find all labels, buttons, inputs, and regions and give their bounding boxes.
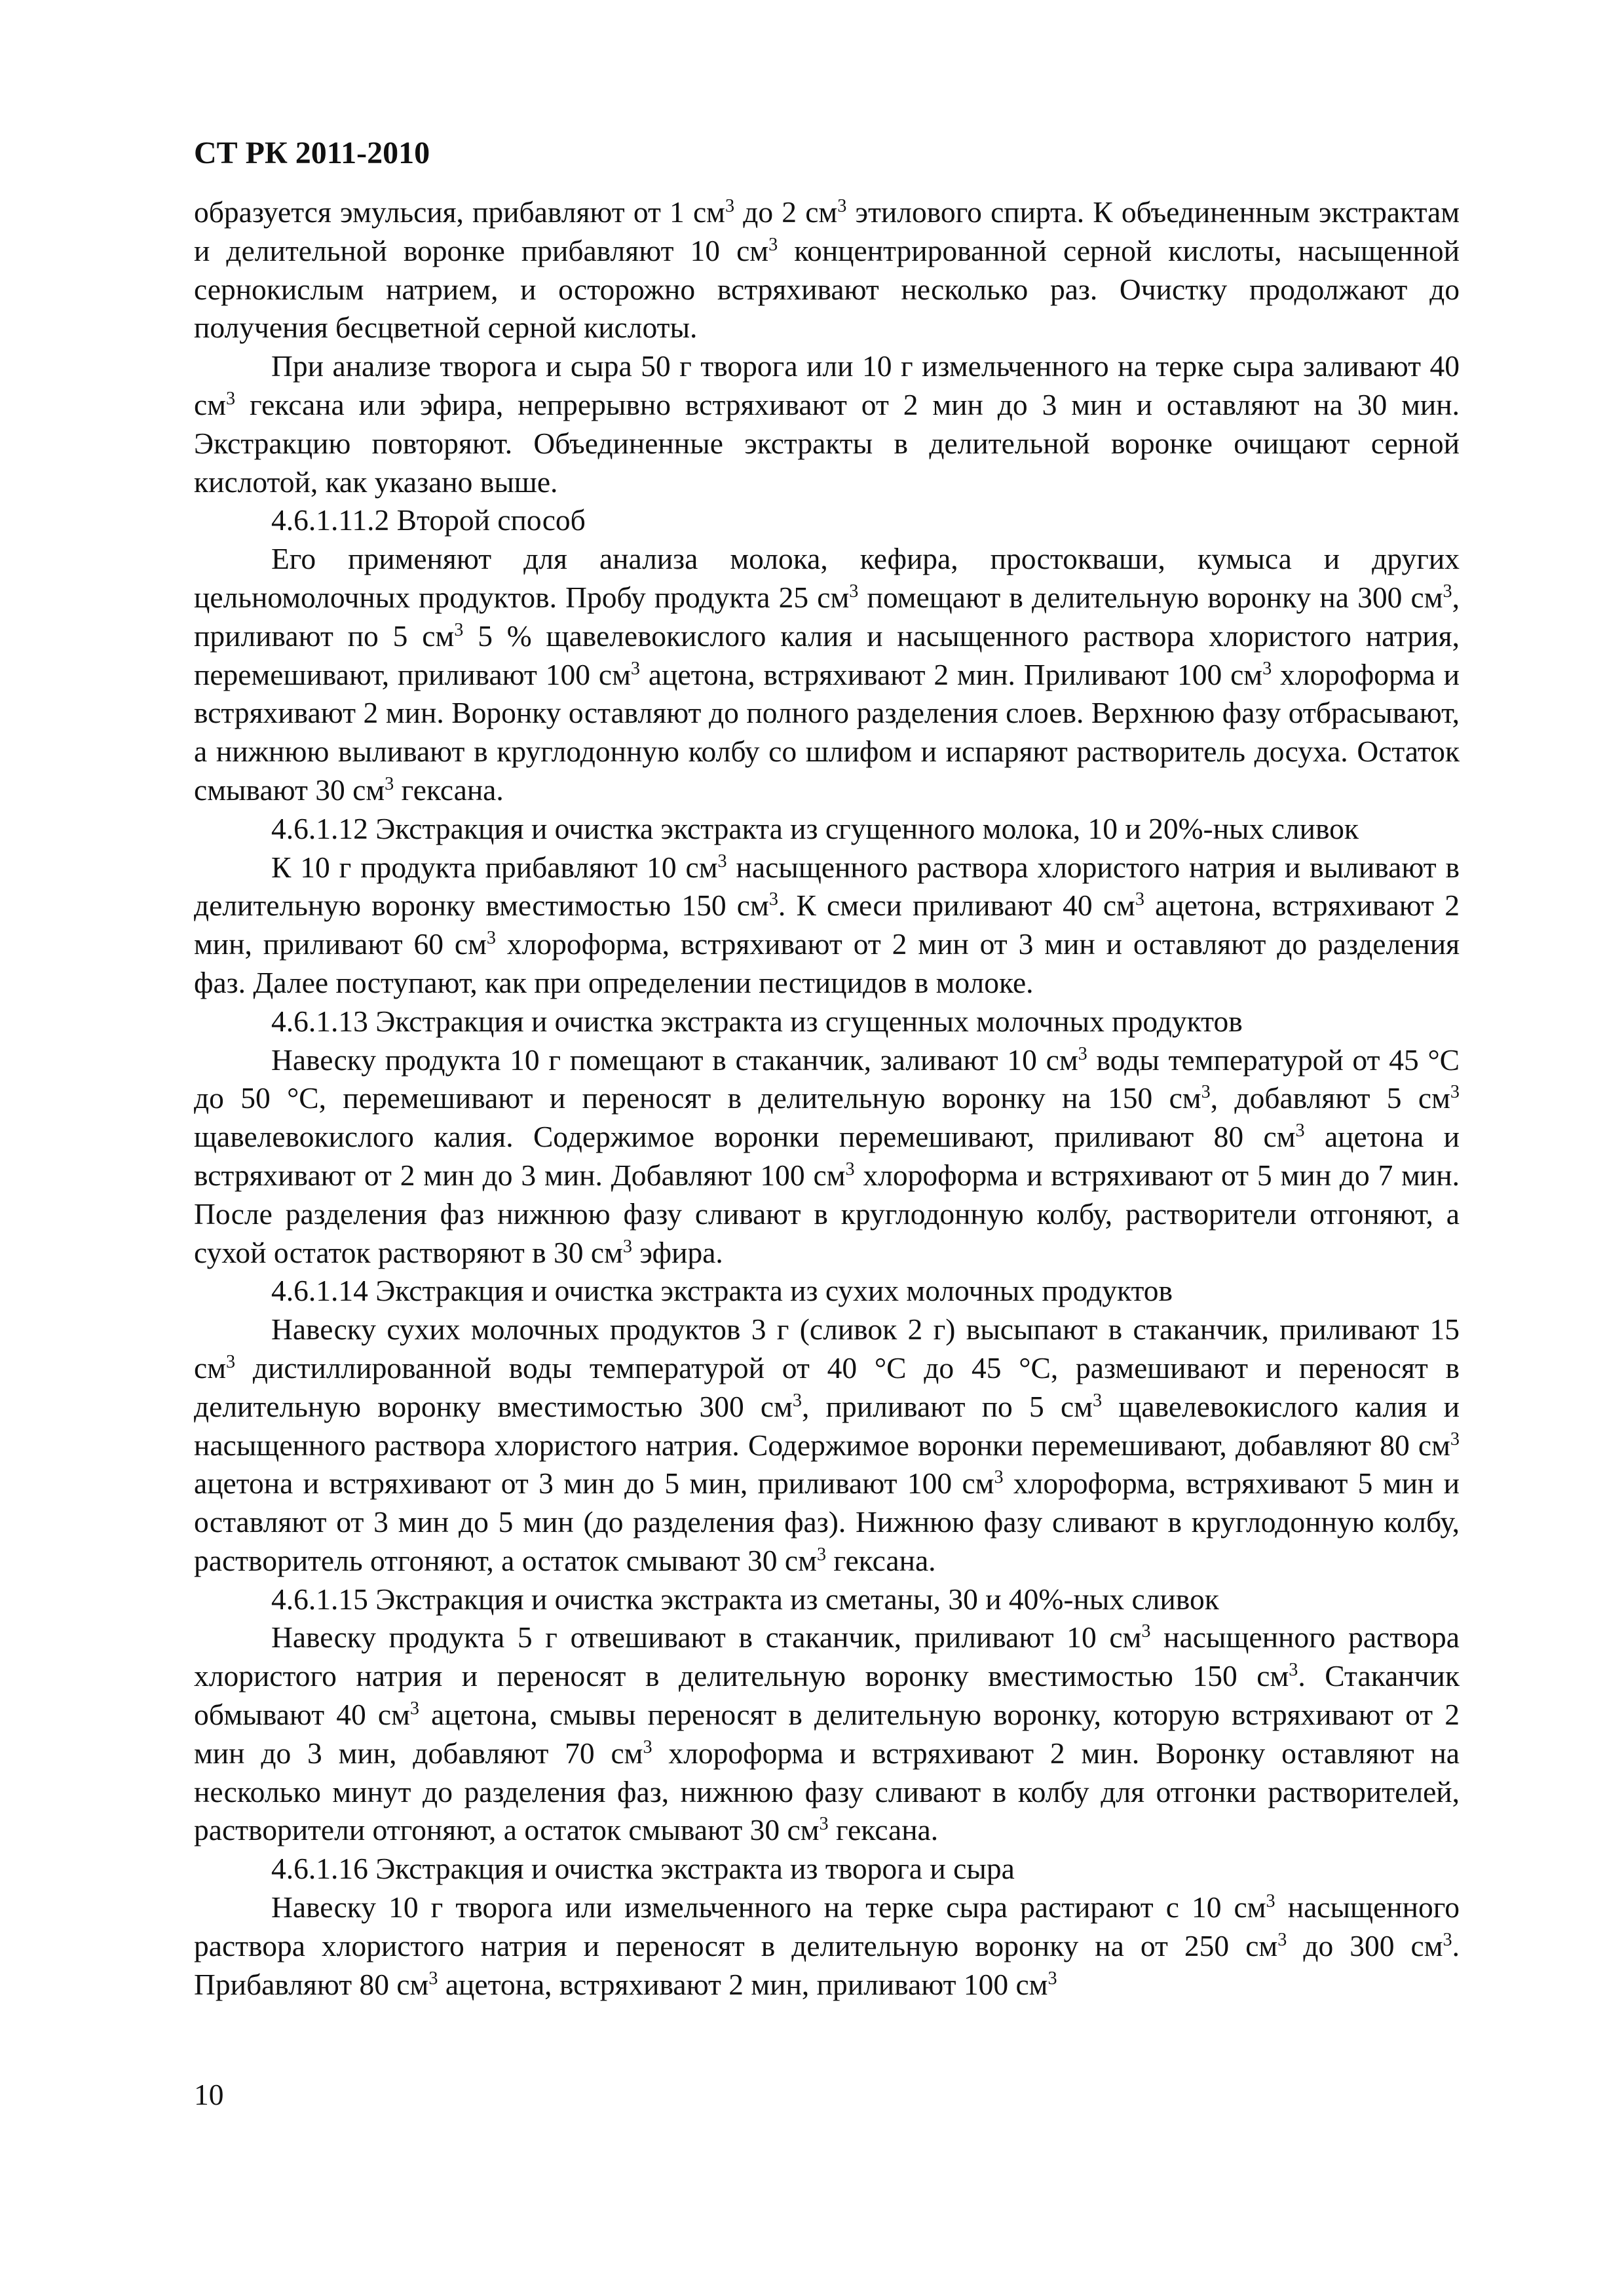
text-run: гексана. <box>828 1813 939 1847</box>
superscript: 3 <box>1289 1660 1298 1681</box>
text-run: до 2 см <box>734 195 838 229</box>
text-run: Навеску продукта 5 г отвешивают в стаканчик, приливают 10 см <box>271 1620 1142 1655</box>
superscript: 3 <box>717 851 727 871</box>
superscript: 3 <box>1262 658 1272 679</box>
text-run: хлороформа и встряхивают от 5 мин до 7 мин. После разделения фаз нижнюю фазу сливают в круглодонную колбу, растворители отгоняют, а сухой остаток растворяют в 30 см <box>194 1158 1460 1269</box>
text-run: ацетона и встряхивают от 2 мин до 3 мин. Добавляют 100 см <box>194 1120 1460 1192</box>
text-run: этилового спирта. К объединенным экстрактам и делительной воронке прибавляют 10 см <box>194 195 1460 267</box>
superscript: 3 <box>816 1544 827 1565</box>
text-run: щавелевокислого калия. Содержимое воронки перемешивают, приливают 80 см <box>194 1120 1296 1154</box>
paragraph <box>194 810 1460 849</box>
paragraph <box>194 193 1460 347</box>
text-run: Навеску продукта 10 г помещают в стаканчик, заливают 10 см <box>271 1043 1078 1077</box>
superscript: 3 <box>994 1467 1004 1488</box>
text-run: 5 % щавелевокислого калия и насыщенного раствора хлористого натрия, перемешивают, приливают 100 см <box>194 619 1460 691</box>
text-run: до 300 см <box>1287 1928 1443 1962</box>
superscript: 3 <box>1443 581 1452 602</box>
text-run: насыщенного раствора хлористого натрия и переносят в делительную воронку вместимостью 150 см <box>194 1620 1460 1693</box>
paragraph <box>194 1618 1460 1850</box>
paragraph <box>194 1888 1460 2004</box>
text-run: Навеску сухих молочных продуктов 3 г (сливок 2 г) высыпают в стаканчик, приливают 15 см <box>194 1312 1460 1385</box>
text-run: К 10 г продукта прибавляют 10 см <box>271 850 718 884</box>
superscript: 3 <box>1135 889 1144 910</box>
text-run: насыщенного раствора хлористого натрия и выливают в делительную воронку вместимостью 150 см <box>194 850 1460 923</box>
text-run: Его применяют для анализа молока, кефира, простокваши, кумыса и других цельномолочных продуктов. Пробу продукта 25 см <box>194 542 1460 614</box>
paragraph <box>194 1580 1460 1619</box>
paragraph <box>194 1003 1460 1041</box>
superscript: 3 <box>1048 1968 1057 1989</box>
page-number: 10 <box>194 2078 224 2111</box>
text-run: ацетона, смывы переносят в делительную воронку, которую встряхивают от 2 мин до 3 мин, добавляют 70 см <box>194 1698 1460 1770</box>
superscript: 3 <box>1201 1082 1211 1103</box>
document-header: СТ РК 2011-2010 <box>194 136 430 170</box>
paragraph <box>194 540 1460 810</box>
text-run: воды температурой от 45 °С до 50 °С, перемешивают и переносят в делительную воронку на 150 см <box>194 1043 1460 1115</box>
text-run: Навеску 10 г творога или измельченного на терке сыра растирают с 10 см <box>271 1890 1266 1924</box>
superscript: 3 <box>385 773 394 794</box>
superscript: 3 <box>226 388 236 409</box>
superscript: 3 <box>1450 1082 1460 1103</box>
superscript: 3 <box>630 658 641 679</box>
text-run: 4.6.1.14 Экстракция и очистка экстракта из сухих молочных продуктов <box>271 1274 1173 1308</box>
text-run: , приливают по 5 см <box>194 580 1460 653</box>
text-run: . К смеси приливают 40 см <box>778 889 1135 923</box>
paragraph <box>194 1041 1460 1272</box>
paragraph <box>194 501 1460 540</box>
text-run: ацетона, встряхивают 2 мин, приливают 60 см <box>194 889 1460 961</box>
superscript: 3 <box>837 195 847 216</box>
text-run: , приливают по 5 см <box>802 1389 1093 1423</box>
text-run: гексана или эфира, непрерывно встряхивают от 2 мин до 3 мин и оставляют на 30 мин. Экстракцию повторяют. Объединенные экстракты в делительной воронке очищают серной кислотой, как указано выше. <box>194 387 1460 499</box>
text-run: хлороформа и встряхивают 2 мин. Воронку оставляют до полного разделения слоев. Верхнюю фазу отбрасывают, а нижнюю выливают в круглодонную колбу со шлифом и испаряют растворитель досуха. Остаток смывают 30 см <box>194 657 1460 807</box>
superscript: 3 <box>454 619 464 640</box>
superscript: 3 <box>622 1236 632 1257</box>
text-run: ацетона, встряхивают 2 мин, приливают 100 см <box>438 1967 1048 2001</box>
text-run: ацетона, встряхивают 2 мин. Приливают 100 см <box>640 657 1263 691</box>
text-run: 4.6.1.11.2 Второй способ <box>271 503 586 537</box>
text-run: ацетона и встряхивают от 3 мин до 5 мин, приливают 100 см <box>194 1466 994 1501</box>
text-run: хлороформа, встряхивают от 2 мин от 3 мин и оставляют до разделения фаз. Далее поступают, как при определении пестицидов в молоке. <box>194 927 1460 999</box>
text-run: При анализе творога и сыра 50 г творога или 10 г измельченного на терке сыра заливают 40 см <box>194 349 1460 421</box>
text-run: концентрированной серной кислоты, насыщенной сернокислым натрием, и осторожно встряхивают несколько раз. Очистку продолжают до получения бесцветной серной кислоты. <box>194 233 1460 345</box>
superscript: 3 <box>1078 1043 1087 1064</box>
superscript: 3 <box>725 195 735 216</box>
paragraph <box>194 1272 1460 1311</box>
superscript: 3 <box>409 1698 419 1719</box>
paragraph <box>194 849 1460 1003</box>
text-run: , добавляют 5 см <box>1210 1081 1450 1115</box>
text-run: помещают в делительную воронку на 300 см <box>858 580 1443 614</box>
text-run: 4.6.1.15 Экстракция и очистка экстракта из сметаны, 30 и 40%-ных сливок <box>271 1582 1219 1616</box>
document-body <box>194 193 1460 2004</box>
superscript: 3 <box>486 927 496 948</box>
superscript: 3 <box>1443 1929 1452 1950</box>
superscript: 3 <box>1295 1120 1305 1141</box>
text-run: щавелевокислого калия и насыщенного раствора хлористого натрия. Содержимое воронки перемешивают, добавляют 80 см <box>194 1389 1460 1462</box>
text-run: дистиллированной воды температурой от 40 °С до 45 °С, размешивают и переносят в делительную воронку вместимостью 300 см <box>194 1350 1460 1423</box>
text-run: 4.6.1.12 Экстракция и очистка экстракта из сгущенного молока, 10 и 20%-ных сливок <box>271 811 1359 845</box>
superscript: 3 <box>819 1814 829 1835</box>
text-run: образуется эмульсия, прибавляют от 1 см <box>194 195 725 229</box>
text-run: хлороформа и встряхивают 2 мин. Воронку оставляют на несколько минут до разделения фаз, нижнюю фазу сливают в колбу для отгонки растворителей, растворители отгоняют, а остаток смывают 30 см <box>194 1736 1460 1847</box>
superscript: 3 <box>768 234 778 255</box>
text-run: 4.6.1.16 Экстракция и очистка экстракта из творога и сыра <box>271 1852 1015 1886</box>
text-run: 4.6.1.13 Экстракция и очистка экстракта из сгущенных молочных продуктов <box>271 1004 1243 1038</box>
superscript: 3 <box>1093 1390 1103 1411</box>
superscript: 3 <box>768 889 778 910</box>
paragraph <box>194 1311 1460 1580</box>
superscript: 3 <box>1141 1621 1151 1642</box>
paragraph <box>194 347 1460 501</box>
text-run: гексана. <box>394 773 504 807</box>
superscript: 3 <box>792 1390 803 1411</box>
text-run: гексана. <box>826 1543 936 1577</box>
superscript: 3 <box>226 1351 236 1372</box>
text-run: . Прибавляют 80 см <box>194 1928 1460 2001</box>
text-run: насыщенного раствора хлористого натрия и переносят в делительную воронку на от 250 см <box>194 1890 1460 1962</box>
superscript: 3 <box>849 581 859 602</box>
superscript: 3 <box>428 1968 438 1989</box>
superscript: 3 <box>845 1158 855 1179</box>
superscript: 3 <box>1266 1890 1275 1911</box>
text-run: эфира. <box>632 1235 723 1269</box>
paragraph <box>194 1850 1460 1888</box>
superscript: 3 <box>1277 1929 1287 1950</box>
text-run: хлороформа, встряхивают 5 мин и оставляют от 3 мин до 5 мин (до разделения фаз). Нижнюю фазу сливают в круглодонную колбу, растворитель отгоняют, а остаток смывают 30 см <box>194 1466 1460 1577</box>
superscript: 3 <box>643 1736 652 1757</box>
text-run: . Стаканчик обмывают 40 см <box>194 1659 1460 1732</box>
superscript: 3 <box>1450 1428 1460 1449</box>
